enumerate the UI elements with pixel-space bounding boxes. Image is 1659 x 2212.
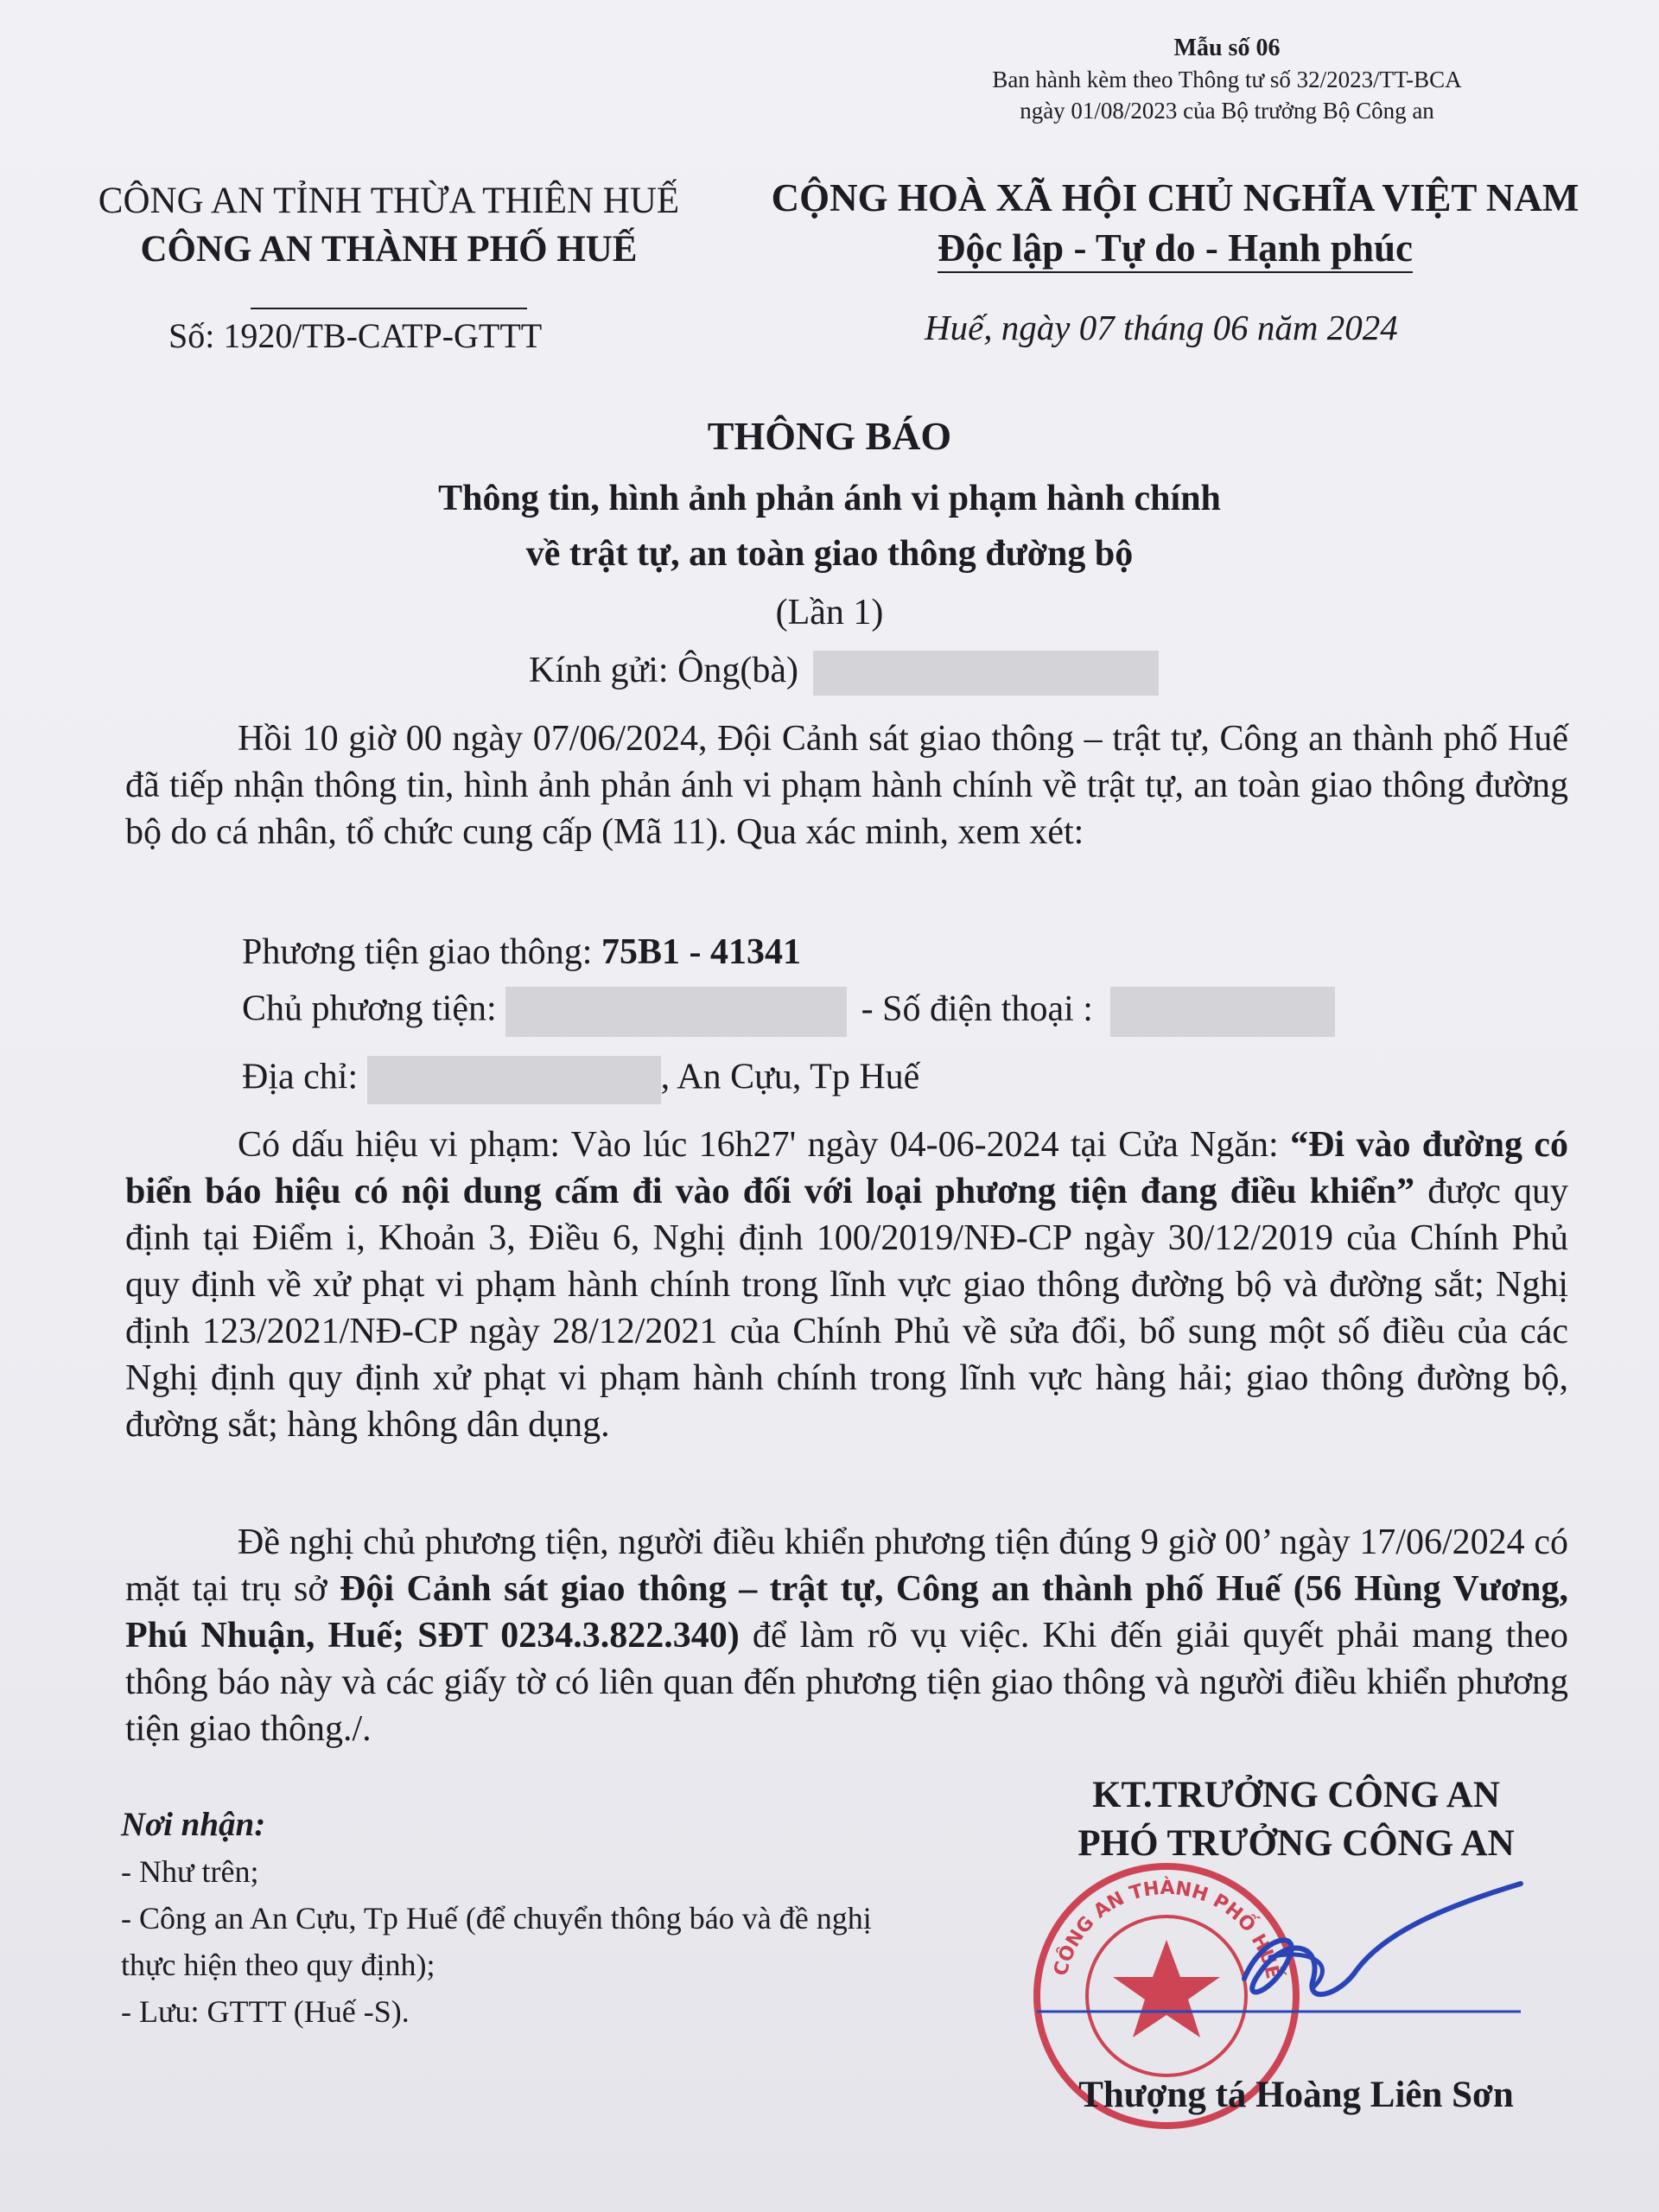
document-date: Huế, ngày 07 tháng 06 năm 2024: [925, 308, 1398, 347]
address-tail: , An Cựu, Tp Huế: [660, 1057, 920, 1097]
agency-line1: CÔNG AN TỈNH THỪA THIÊN HUẾ: [98, 181, 680, 221]
paragraph-violation: [125, 1122, 1568, 1448]
svg-text:CÔNG AN THÀNH PHỐ HUẾ: CÔNG AN THÀNH PHỐ HUẾ: [1050, 1877, 1284, 1981]
violation-description: “Đi vào đường có biển báo hiệu có nội dung cấm đi vào đối với loại phương tiện đang điều khiển”: [125, 1125, 1568, 1211]
phone-label: - Số điện thoại :: [861, 988, 1093, 1029]
subtitle-line1: Thông tin, hình ảnh phản ánh vi phạm hành chính: [438, 479, 1221, 518]
vehicle-plate: 75B1 - 41341: [601, 932, 801, 972]
form-header: [916, 33, 1538, 126]
request-intro: Đề nghị chủ phương tiện, người điều khiển phương tiện đúng 9 giờ 00’ ngày 17/06/2024 có mặt tại trụ sở: [125, 1522, 1568, 1609]
agency-line2: CÔNG AN THÀNH PHỐ HUẾ: [140, 229, 638, 270]
signature-line1: KT.TRƯỞNG CÔNG AN: [1092, 1775, 1500, 1815]
owner-line: [242, 987, 1335, 1037]
document-subtitle: [0, 471, 1659, 582]
paragraph-request: [125, 1519, 1568, 1752]
form-number: Mẫu số 06: [1173, 35, 1281, 61]
form-issue-date: ngày 01/08/2023 của Bộ trưởng Bộ Công an: [1020, 98, 1434, 124]
subtitle-line2: về trật tự, an toàn giao thông đường bộ: [525, 534, 1134, 574]
recipient-item: - Như trên;: [121, 1854, 259, 1889]
handwritten-signature: [1210, 1875, 1538, 2031]
recipients-block: [121, 1802, 916, 2035]
address-line: [242, 1056, 919, 1104]
signature-line2: PHÓ TRƯỞNG CÔNG AN: [1077, 1823, 1515, 1864]
vehicle-label: Phương tiện giao thông:: [242, 932, 601, 972]
violation-legal-basis: được quy định tại Điểm i, Khoản 3, Điều 6, Nghị định 100/2019/NĐ-CP ngày 30/12/2019 của Chính Phủ quy định về xử phạt vi phạm hành chính trong lĩnh vực giao thông đường bộ và đường sắt; Nghị định 123/2021/NĐ-CP ngày 28/12/2021 của Chính Phủ về sửa đổi, bổ sung một số điều của các Nghị định quy định xử phạt vi phạm hành chính trong lĩnh vực hàng hải; giao thông đường bộ, đường sắt; hàng không dân dụng.: [125, 1172, 1568, 1445]
request-location: Đội Cảnh sát giao thông – trật tự, Công an thành phố Huế (56 Hùng Vương, Phú Nhuận, Huế; SĐT 0234.3.822.340): [125, 1569, 1568, 1656]
nation-motto: Độc lập - Tự do - Hạnh phúc: [938, 226, 1413, 273]
form-issue-line: Ban hành kèm theo Thông tư số 32/2023/TT-BCA: [992, 67, 1462, 92]
owner-label: Chủ phương tiện:: [242, 988, 497, 1029]
signer-name: Thượng tá Hoàng Liên Sơn: [1078, 2075, 1514, 2115]
agency-underline: [251, 308, 527, 309]
redacted-phone: [1110, 987, 1335, 1037]
recipient-item: - Lưu: GTTT (Huế -S).: [121, 1994, 410, 2029]
addressee-label: Kính gửi: Ông(bà): [529, 651, 799, 690]
agency-header: [35, 177, 743, 322]
request-instructions: để làm rõ vụ việc. Khi đến giải quyết phải mang theo thông báo này và các giấy tờ có liên quan đến phương tiện giao thông và người điều khiển phương tiện giao thông./.: [125, 1616, 1568, 1749]
nation-line1: CỘNG HOÀ XÃ HỘI CHỦ NGHĨA VIỆT NAM: [771, 176, 1580, 219]
notice-round: (Lần 1): [775, 593, 884, 632]
address-label: Địa chỉ:: [242, 1057, 359, 1097]
recipient-item: - Công an An Cựu, Tp Huế (để chuyển thông báo và đề nghị thực hiện theo quy định);: [121, 1901, 872, 1982]
addressee-line: [529, 650, 1159, 696]
recipients-heading: Nơi nhận:: [121, 1806, 266, 1843]
redacted-address: [367, 1056, 661, 1104]
nation-header: [743, 173, 1607, 273]
document-title: THÔNG BÁO: [707, 414, 952, 458]
paragraph-receipt: Hồi 10 giờ 00 ngày 07/06/2024, Đội Cảnh sát giao thông – trật tự, Công an thành phố Huế đã tiếp nhận thông tin, hình ảnh phản ánh vi phạm hành chính về trật tự, an toàn giao thông đường bộ do cá nhân, tổ chức cung cấp (Mã 11). Qua xác minh, xem xét:: [125, 719, 1568, 852]
redacted-name: [813, 651, 1159, 696]
violation-intro: Có dấu hiệu vi phạm: Vào lúc 16h27' ngày 04-06-2024 tại Cửa Ngăn:: [238, 1125, 1291, 1165]
signature-title: [1020, 1771, 1573, 1868]
redacted-owner: [505, 987, 847, 1037]
signature-rule: [1037, 2009, 1521, 2014]
document-number: Số: 1920/TB-CATP-GTTT: [168, 316, 543, 355]
vehicle-line: [242, 931, 801, 973]
